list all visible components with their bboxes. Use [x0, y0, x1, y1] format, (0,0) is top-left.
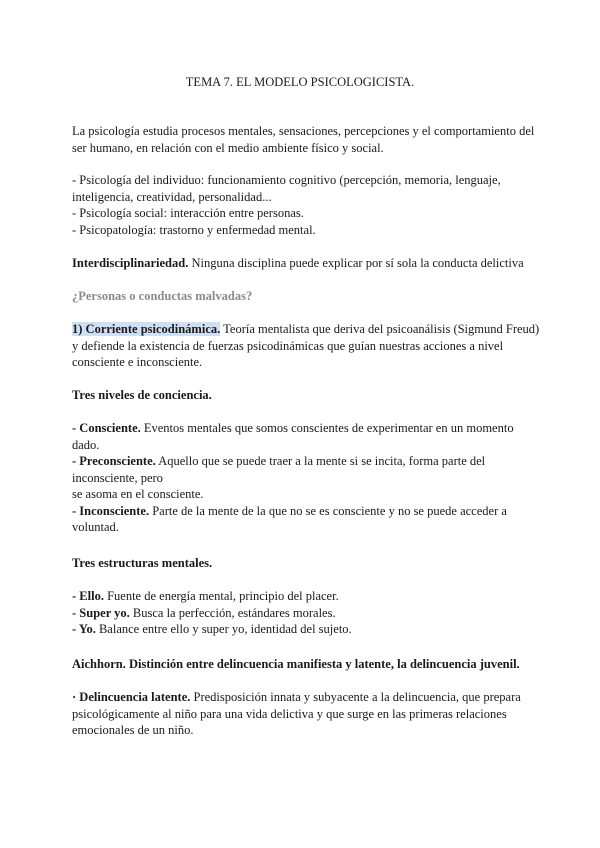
list-item: - Psicología social: interacción entre personas. [72, 206, 304, 220]
text-line: consciente e inconsciente. [72, 355, 203, 369]
text-line: emocionales de un niño. [72, 723, 194, 737]
niveles-heading [72, 387, 532, 404]
list-item: - Psicología del individuo: funcionamiento cognitivo (percepción, memoria, lenguaje, [72, 173, 501, 187]
text-line: La psicología estudia procesos mentales, sensaciones, percepciones y el comportamiento del [72, 124, 535, 138]
text-span: Ninguna disciplina puede explicar por sí sola la conducta delictiva [188, 256, 524, 270]
term-bold: - Preconsciente. [72, 454, 156, 468]
branches-list [72, 172, 532, 238]
highlighted-term: 1) Corriente psicodinámica. [72, 322, 221, 336]
list-item: - Psicopatología: trastorno y enfermedad mental. [72, 222, 316, 237]
niveles-list [72, 420, 532, 536]
text-line: psicológicamente al niño para una vida delictiva y que surge en las primeras relaciones [72, 706, 507, 721]
term-bold: - Yo. [72, 622, 96, 636]
text-line: se asoma en el consciente. [72, 487, 204, 501]
section-heading: Aichhorn. Distinción entre delincuencia manifiesta y latente, la delincuencia juvenil. [72, 657, 520, 671]
text-span: Eventos mentales que somos conscientes de experimentar en un momento [140, 421, 514, 435]
intro-paragraph [72, 123, 535, 156]
text-span: Aquello que se puede traer a la mente si se incita, forma parte del [155, 454, 486, 468]
text-span: Teoría mentalista que deriva del psicoanálisis (Sigmund Freud) [220, 322, 540, 336]
text-line: dado. [72, 437, 100, 452]
corriente-paragraph [72, 321, 540, 371]
text-line: inconsciente, pero [72, 470, 163, 485]
text-span: Predisposición innata y subyacente a la delincuencia, que prepara [190, 690, 521, 704]
estructuras-heading [72, 555, 532, 572]
page-title: TEMA 7. EL MODELO PSICOLOGICISTA. [185, 75, 415, 89]
term-bold: - Inconsciente. [72, 503, 150, 518]
text-span: Balance entre ello y super yo, identidad del sujeto. [95, 622, 352, 636]
latente-paragraph [72, 689, 532, 739]
text-line: y defiende la existencia de fuerzas psicodinámicas que guían nuestras acciones a nivel [72, 338, 504, 353]
term-bold: · Delincuencia latente. [72, 690, 191, 704]
estructuras-list [72, 588, 532, 638]
question-text: ¿Personas o conductas malvadas? [72, 289, 253, 303]
list-item: inteligencia, creatividad, personalidad... [72, 189, 272, 204]
text-span: Fuente de energía mental, principio del placer. [103, 589, 339, 603]
interdisciplinary-paragraph [72, 255, 532, 272]
text-line: ser humano, en relación con el medio ambiente físico y social. [72, 140, 384, 155]
term-bold: - Consciente. [72, 421, 141, 435]
term-bold: - Super yo. [72, 605, 130, 620]
text-line: voluntad. [72, 520, 119, 534]
question-heading [72, 288, 532, 305]
section-heading: Tres niveles de conciencia. [72, 388, 212, 402]
aichhorn-heading [72, 656, 532, 673]
term-bold: - Ello. [72, 589, 104, 603]
term-bold: Interdisciplinariedad. [72, 256, 189, 270]
text-span: Busca la perfección, estándares morales. [129, 605, 336, 620]
text-span: Parte de la mente de la que no se es consciente y no se puede acceder a [149, 503, 507, 518]
section-heading: Tres estructuras mentales. [72, 556, 213, 570]
